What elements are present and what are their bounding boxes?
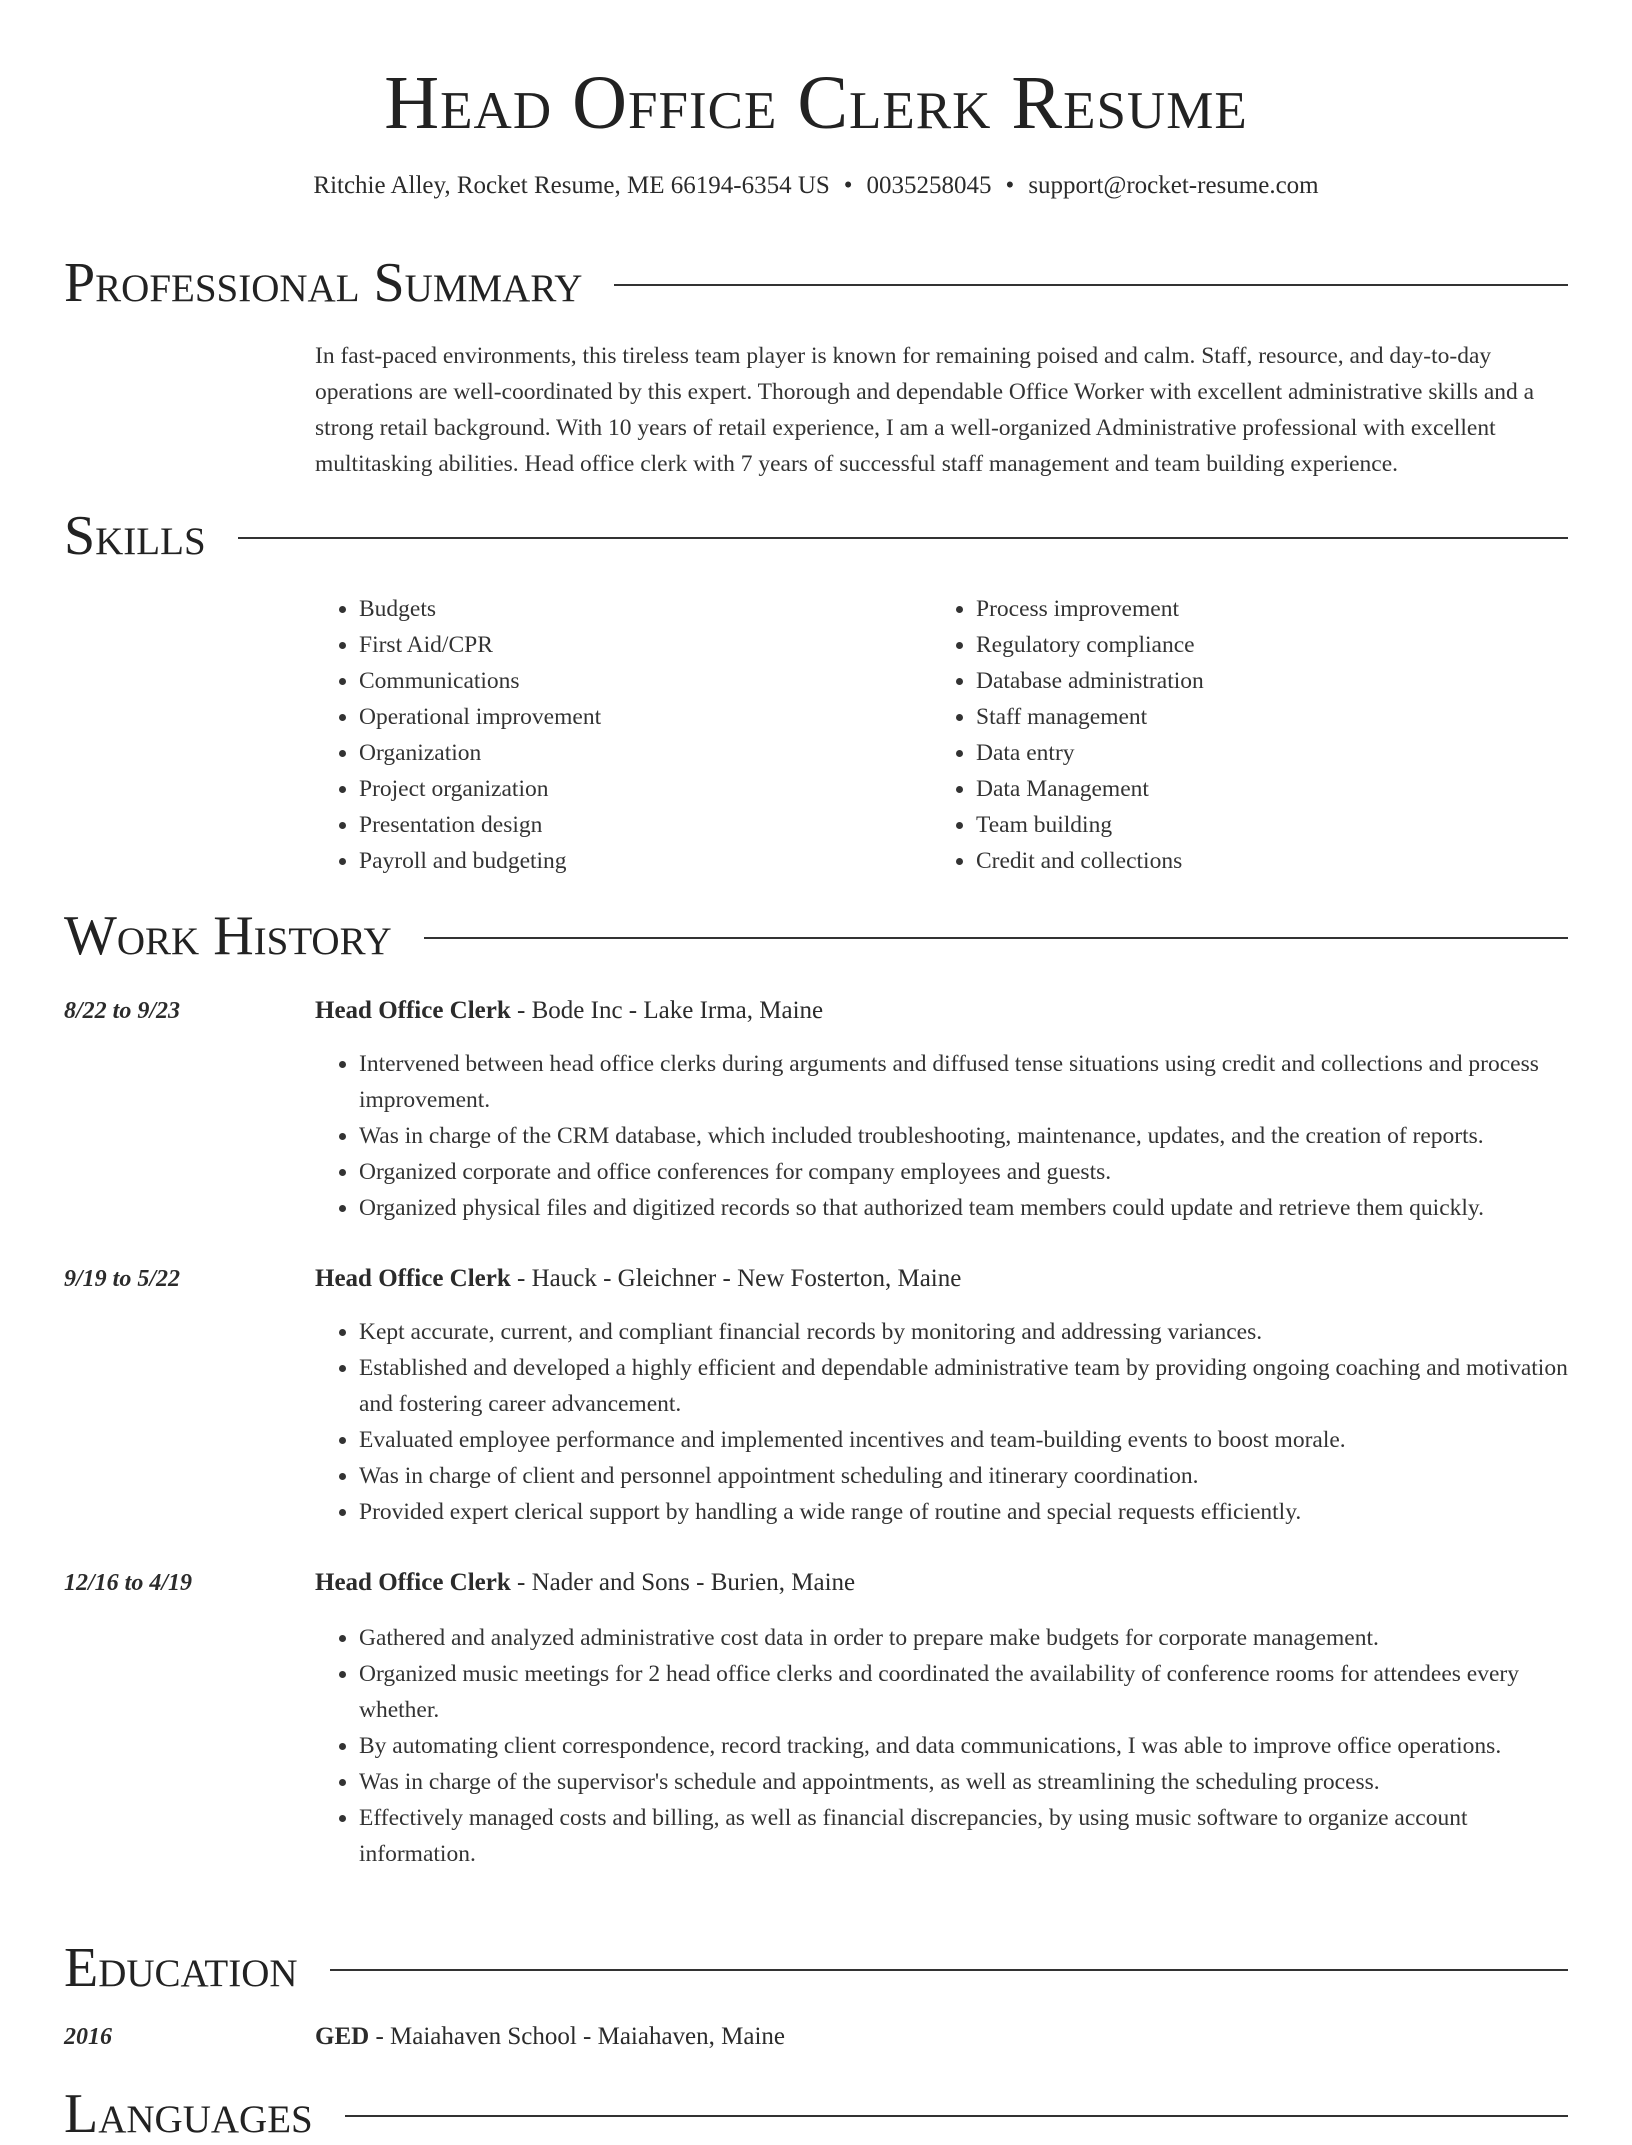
page-title: Head Office Clerk Resume <box>384 61 1248 145</box>
job-employer: - Nader and Sons - Burien, Maine <box>510 1569 856 1596</box>
section-divider <box>614 284 1568 286</box>
education-degree: GED <box>315 2023 370 2050</box>
job-bullet: • Intervened between head office clerks during arguments and diffused tense situations using credit and collections and process improvement. <box>359 1046 1568 1118</box>
skill-item: • Communications <box>359 663 932 699</box>
contact-email: support@rocket-resume.com <box>1028 172 1319 199</box>
section-divider <box>330 1969 1568 1971</box>
job-bullet: • Effectively managed costs and billing, as well as financial discrepancies, by using music software to organize account information. <box>359 1800 1568 1872</box>
job-heading <box>315 1566 855 1600</box>
skill-item: • Presentation design <box>359 807 932 843</box>
job-bullet: • Provided expert clerical support by handling a wide range of routine and special requests efficiently. <box>359 1494 1568 1530</box>
job-bullet: • Established and developed a highly efficient and dependable administrative team by providing ongoing coaching and motivation and fostering career advancement. <box>359 1350 1568 1422</box>
section-heading-work-history <box>64 906 1568 966</box>
skill-item: • Data Management <box>976 771 1549 807</box>
skill-item: • Staff management <box>976 699 1549 735</box>
skill-item: • Regulatory compliance <box>976 627 1549 663</box>
section-heading-skills <box>64 506 1568 566</box>
job-dates: 12/16 to 4/19 <box>64 1570 193 1596</box>
skill-item: • Database administration <box>976 663 1549 699</box>
job-bullet: • Organized physical files and digitized records so that authorized team members could update and retrieve them quickly. <box>359 1190 1568 1226</box>
section-divider <box>238 537 1568 539</box>
section-title: Education <box>64 1937 298 1999</box>
skills-column-right <box>932 591 1549 879</box>
skill-item: • Budgets <box>359 591 932 627</box>
job-bullet: • Was in charge of the CRM database, which included troubleshooting, maintenance, updates, and the creation of reports. <box>359 1118 1568 1154</box>
section-divider <box>345 2115 1568 2117</box>
job-bullets <box>315 1314 1568 1530</box>
contact-separator: • <box>1005 172 1015 199</box>
job-bullet: • Was in charge of the supervisor's schedule and appointments, as well as streamlining the scheduling process. <box>359 1764 1568 1800</box>
section-title: Languages <box>64 2083 313 2145</box>
skill-item: • Payroll and budgeting <box>359 843 932 879</box>
skill-item: • Credit and collections <box>976 843 1549 879</box>
job-employer: - Bode Inc - Lake Irma, Maine <box>510 997 824 1024</box>
job-dates: 9/19 to 5/22 <box>64 1266 181 1292</box>
section-heading-languages <box>64 2084 1568 2144</box>
job-bullets <box>315 1046 1568 1226</box>
job-title: Head Office Clerk <box>315 1569 511 1596</box>
contact-phone: 0035258045 <box>866 172 992 199</box>
section-title: Skills <box>64 505 206 567</box>
contact-address: Ritchie Alley, Rocket Resume, ME 66194-6354 US <box>313 172 830 199</box>
job-bullet: • By automating client correspondence, record tracking, and data communications, I was able to improve office operations. <box>359 1728 1568 1764</box>
job-heading <box>315 994 823 1028</box>
job-employer: - Hauck - Gleichner - New Fosterton, Maine <box>510 1265 962 1292</box>
education-heading <box>315 2020 785 2054</box>
resume-page <box>64 0 1568 2145</box>
skills-list <box>315 591 1568 879</box>
job-bullet: • Was in charge of client and personnel appointment scheduling and itinerary coordination. <box>359 1458 1568 1494</box>
job-bullet: • Gathered and analyzed administrative cost data in order to prepare make budgets for corporate management. <box>359 1620 1568 1656</box>
skill-item: • Operational improvement <box>359 699 932 735</box>
job-bullet: • Evaluated employee performance and implemented incentives and team-building events to boost morale. <box>359 1422 1568 1458</box>
summary-text: In fast-paced environments, this tireless team player is known for remaining poised and calm. Staff, resource, and day-to-day operations are well-coordinated by this expert. Thorough and dependable Office Worker with excellent administrative skills and a strong retail background. With 10 years of retail experience, I am a well-organized Administrative professional with excellent multitasking abilities. Head office clerk with 7 years of successful staff management and team building experience. <box>315 343 1535 477</box>
skill-item: • First Aid/CPR <box>359 627 932 663</box>
skill-item: • Process improvement <box>976 591 1549 627</box>
skill-item: • Data entry <box>976 735 1549 771</box>
skills-column-left <box>315 591 932 879</box>
job-title: Head Office Clerk <box>315 997 511 1024</box>
job-dates: 8/22 to 9/23 <box>64 998 181 1024</box>
job-bullets <box>315 1620 1568 1872</box>
section-divider <box>424 937 1568 939</box>
job-bullet: • Organized music meetings for 2 head office clerks and coordinated the availability of conference rooms for attendees every whether. <box>359 1656 1568 1728</box>
job-heading <box>315 1262 961 1296</box>
job-title: Head Office Clerk <box>315 1265 511 1292</box>
section-heading-summary <box>64 253 1568 313</box>
contact-line <box>64 170 1568 202</box>
job-bullet: • Organized corporate and office conferences for company employees and guests. <box>359 1154 1568 1190</box>
skill-item: • Organization <box>359 735 932 771</box>
education-school: - Maiahaven School - Maiahaven, Maine <box>369 2023 786 2050</box>
skill-item: • Team building <box>976 807 1549 843</box>
contact-separator: • <box>843 172 853 199</box>
section-heading-education <box>64 1938 1568 1998</box>
job-bullet: • Kept accurate, current, and compliant financial records by monitoring and addressing variances. <box>359 1314 1568 1350</box>
section-title: Work History <box>64 905 392 967</box>
skill-item: • Project organization <box>359 771 932 807</box>
education-year: 2016 <box>64 2024 112 2050</box>
section-title: Professional Summary <box>64 252 583 314</box>
